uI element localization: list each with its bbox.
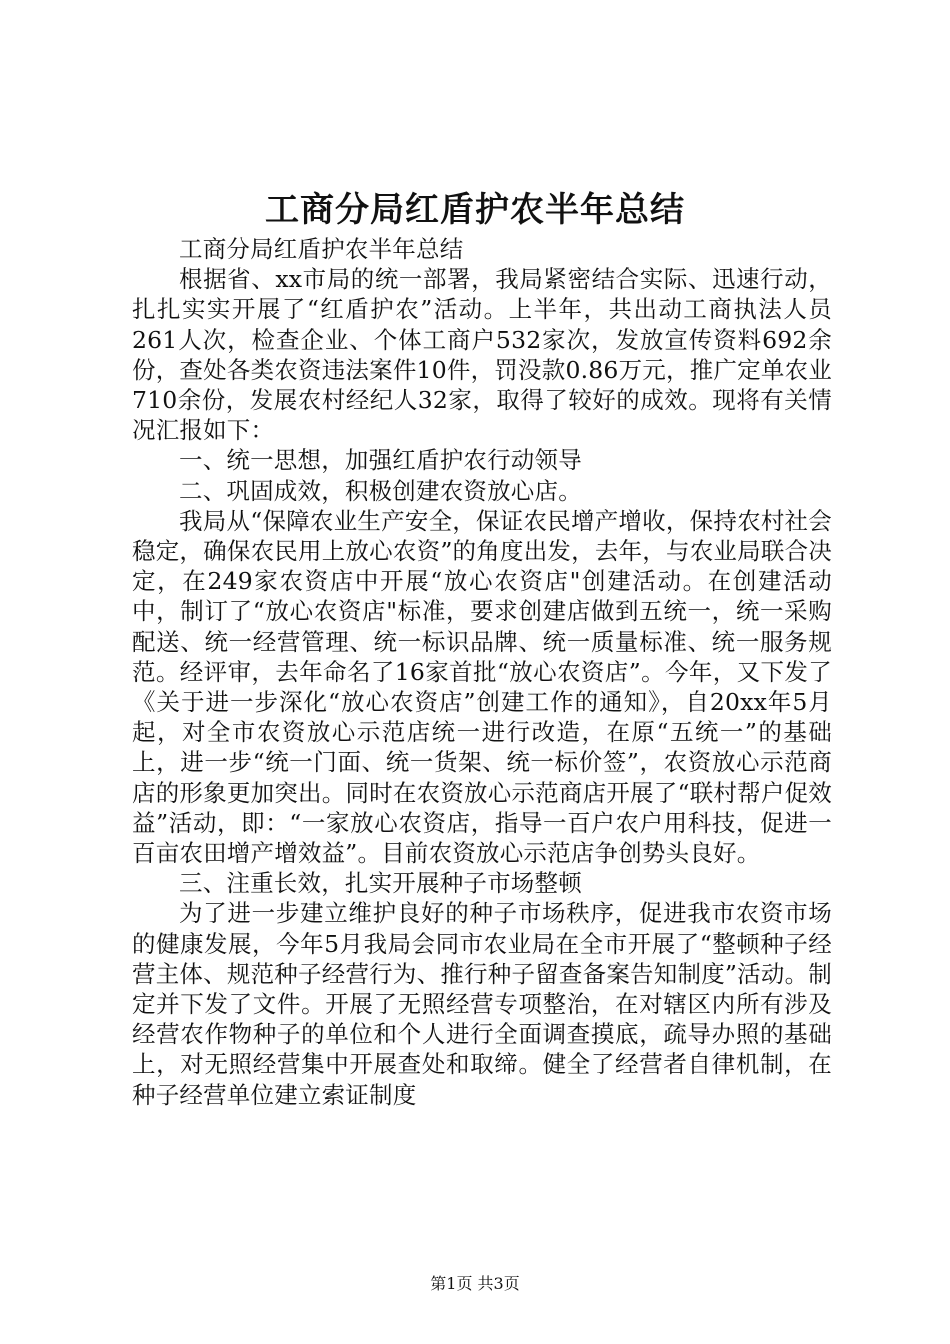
- section-heading-3: 三、注重长效，扎实开展种子市场整顿: [179, 869, 582, 898]
- paragraph-section-2: 我局从“保障农业生产安全，保证农民增产增收，保持农村社会稳定，确保农民用上放心农资”的角度出发，去年，与农业局联合决定，在249家农资店中开展“放心农资店"创建活动。在创建活动中，制订了“放心农资店"标准，要求创建店做到五统一，统一采购配送、统一经营管理、统一标识品牌、统一质量标准、统一服务规范。经评审，去年命名了16家首批“放心农资店”。今年，又下发了《关于进一步深化“放心农资店”创建工作的通知》，自20xx年5月起，对全市农资放心示范店统一进行改造，在原“五统一”的基础上，进一步“统一门面、统一货架、统一标价签”，农资放心示范商店的形象更加突出。同时在农资放心示范商店开展了“联村帮户促效益”活动，即：“一家放心农资店，指导一百户农户用科技，促进一百亩农田增产增效益”。目前农资放心示范店争创势头良好。: [132, 506, 832, 868]
- document-title: 工商分局红盾护农半年总结: [265, 190, 685, 230]
- paragraph-section-3: 为了进一步建立维护良好的种子市场秩序，促进我市农资市场的健康发展，今年5月我局会同市农业局在全市开展了“整顿种子经营主体、规范种子经营行为、推行种子留查备案告知制度”活动。制定并下发了文件。开展了无照经营专项整治，在对辖区内所有涉及经营农作物种子的单位和个人进行全面调查摸底，疏导办照的基础上，对无照经营集中开展查处和取缔。健全了经营者自律机制，在种子经营单位建立索证制度: [132, 899, 832, 1109]
- section-heading-2: 二、巩固成效，积极创建农资放心店。: [179, 476, 582, 505]
- document-body: [132, 234, 832, 1110]
- paragraph-subtitle: 工商分局红盾护农半年总结: [179, 235, 464, 263]
- paragraph-intro: 根据省、xx市局的统一部署，我局紧密结合实际、迅速行动，扎扎实实开展了“红盾护农”活动。上半年，共出动工商执法人员261人次，检查企业、个体工商户532家次，发放宣传资料692余份，查处各类农资违法案件10件，罚没款0.86万元，推广定单农业710余份，发展农村经纪人32家，取得了较好的成效。现将有关情况汇报如下：: [132, 265, 832, 445]
- section-heading-1: 一、统一思想，加强红盾护农行动领导: [179, 446, 582, 475]
- page-number-footer: 第1页 共3页: [430, 1274, 520, 1293]
